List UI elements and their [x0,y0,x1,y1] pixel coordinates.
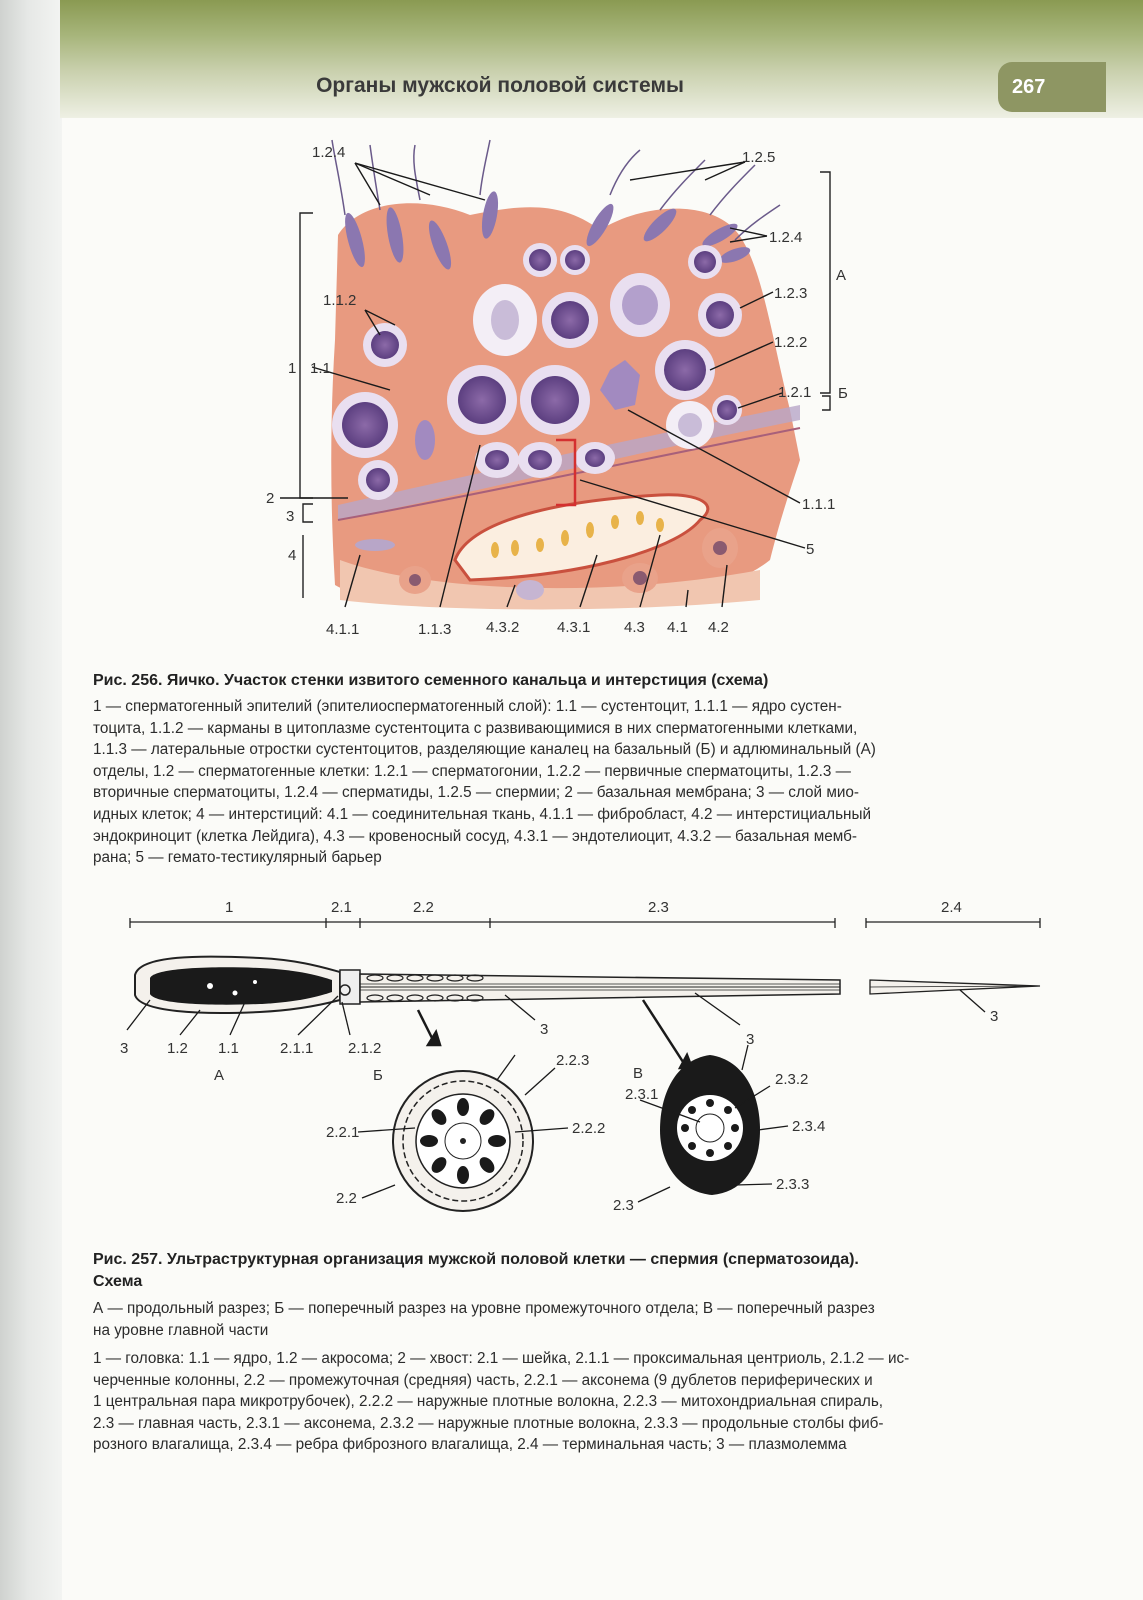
label-2-2-1: 2.2.1 [326,1124,360,1141]
label-A: А [836,267,847,284]
label-2-2-3: 2.2.3 [556,1052,590,1069]
caption-line: отделы, 1.2 — сперматогенные клетки: 1.2.1 — сперматогонии, 1.2.2 — первичные сперматоциты, 1.2.3 — [93,762,851,780]
label-1-1: 1.1 [218,1040,239,1057]
label-seg-2-2: 2.2 [413,900,434,916]
page-number: 267 [998,62,1106,112]
label-1-2-4-right: 1.2.4 [769,229,803,246]
label-seg-2-1: 2.1 [331,900,352,916]
caption-line: идных клеток; 4 — интерстиций: 4.1 — соединительная ткань, 4.1.1 — фибробласт, 4.2 — интерстициальный [93,805,872,823]
caption-line: 1 — головка: 1.1 — ядро, 1.2 — акросома; 2 — хвост: 2.1 — шейка, 2.1.1 — проксимальная центриоль, 2.1.2 — ис- [93,1350,910,1367]
label-3-b: 3 [540,1021,549,1038]
label-2-2: 2.2 [336,1190,357,1207]
figure-257-caption-para1 [93,1298,1063,1341]
label-2-2-2: 2.2.2 [572,1120,606,1137]
sperm-longitudinal-section [135,957,1040,1013]
figure-257-caption-para2 [93,1348,1063,1456]
label-seg-2-3: 2.3 [648,900,669,916]
label-1-2-4-top: 1.2.4 [312,144,346,161]
figure-257 [0,900,1143,1230]
label-1-1: 1.1 [310,360,331,377]
label-1: 1 [288,360,297,377]
label-1-2-3: 1.2.3 [774,285,808,302]
label-4-1-1: 4.1.1 [326,621,360,638]
caption-line: 2.3 — главная часть, 2.3.1 — аксонема, 2.3.2 — наружные плотные волокна, 2.3.3 — продольные столбы фиб- [93,1414,884,1432]
figure-257-labels [120,900,998,1214]
caption-title-line: Схема [93,1273,143,1290]
label-panel-A: А [214,1067,225,1084]
sustentocyte-nucleus-2 [415,420,435,460]
label-B: Б [838,385,848,402]
figure-256 [0,0,1143,650]
caption-line: рана; 5 — гемато-тестикулярный барьер [93,849,382,867]
label-2-1-1: 2.1.1 [280,1040,314,1057]
label-2-3-1: 2.3.1 [625,1086,659,1103]
label-2: 2 [266,490,275,507]
label-1-2-5: 1.2.5 [742,149,776,166]
label-3-d: 3 [990,1008,999,1025]
cross-section-B [393,1071,533,1211]
section-arrows [418,1000,692,1068]
label-panel-B: Б [373,1067,383,1084]
label-4-1: 4.1 [667,619,688,636]
caption-line: тоцита, 1.1.2 — карманы в цитоплазме сустентоцита с развивающимися в них сперматогенными клетками, [93,719,858,737]
label-4-3-2: 4.3.2 [486,619,520,636]
caption-line: на уровне главной части [93,1321,269,1339]
label-2-3-4: 2.3.4 [792,1118,826,1135]
figure-257-caption-title [93,1249,1073,1293]
label-1-2-1: 1.2.1 [778,384,812,401]
leader-lines-257 [127,990,985,1202]
figure-256-illustration [0,0,1143,650]
label-4-2: 4.2 [708,619,729,636]
label-2-1-2: 2.1.2 [348,1040,382,1057]
label-2-3-2: 2.3.2 [775,1071,809,1088]
caption-line: 1 — сперматогенный эпителий (эпителиосперматогенный слой): 1.1 — сустентоцит, 1.1.1 — ядро сустен- [93,698,842,715]
label-3-c: 3 [746,1031,755,1048]
caption-line: вторичные сперматоциты, 1.2.4 — сперматиды, 1.2.5 — спермии; 2 — базальная мембрана; 3 — слой мио- [93,784,860,802]
label-3: 3 [286,508,295,525]
label-4-3: 4.3 [624,619,645,636]
label-1-1-1: 1.1.1 [802,496,836,513]
caption-line: черченные колонны, 2.2 — промежуточная (средняя) часть, 2.2.1 — аксонема (9 дублетов периферических и [93,1371,873,1389]
running-title: Органы мужской половой системы [316,74,684,97]
label-5: 5 [806,541,815,558]
label-3-a: 3 [120,1040,129,1057]
section-ruler [130,918,1040,928]
caption-line: 1 центральная пара микротрубочек), 2.2.2 — наружные плотные волокна, 2.2.3 — митохондриальная спираль, [93,1393,884,1411]
caption-line: 1.1.3 — латеральные отростки сустентоцитов, разделяющие каналец на базальный (Б) и адлюминальный (А) [93,741,876,759]
label-1-1-3: 1.1.3 [418,621,452,638]
caption-title-line: Рис. 257. Ультраструктурная организация мужской половой клетки — спермия (сперматозоида). [93,1251,859,1268]
caption-line: эндокриноцит (клетка Лейдига), 4.3 — кровеносный сосуд, 4.3.1 — эндотелиоцит, 4.3.2 — базальная мемб- [93,827,857,845]
label-2-3-3: 2.3.3 [776,1176,810,1193]
label-panel-V: В [633,1065,644,1082]
label-seg-2-4: 2.4 [941,900,962,916]
caption-line: А — продольный разрез; Б — поперечный разрез на уровне промежуточного отдела; В — поперечный разрез [93,1300,875,1317]
caption-line: розного влагалища, 2.3.4 — ребра фиброзного влагалища, 2.4 — терминальная часть; 3 — плазмолемма [93,1436,847,1454]
cross-section-V [660,1055,760,1195]
figure-256-caption-body [93,696,1063,869]
label-4: 4 [288,547,297,564]
label-2-3: 2.3 [613,1197,634,1214]
figure-257-illustration [0,900,1143,1230]
label-4-3-1: 4.3.1 [557,619,591,636]
label-1-2-2: 1.2.2 [774,334,808,351]
label-1-2: 1.2 [167,1040,188,1057]
label-seg-1: 1 [225,900,234,916]
label-1-1-2: 1.1.2 [323,292,357,309]
figure-256-caption-title: Рис. 256. Яичко. Участок стенки извитого семенного канальца и интерстиция (схема) [93,672,769,689]
